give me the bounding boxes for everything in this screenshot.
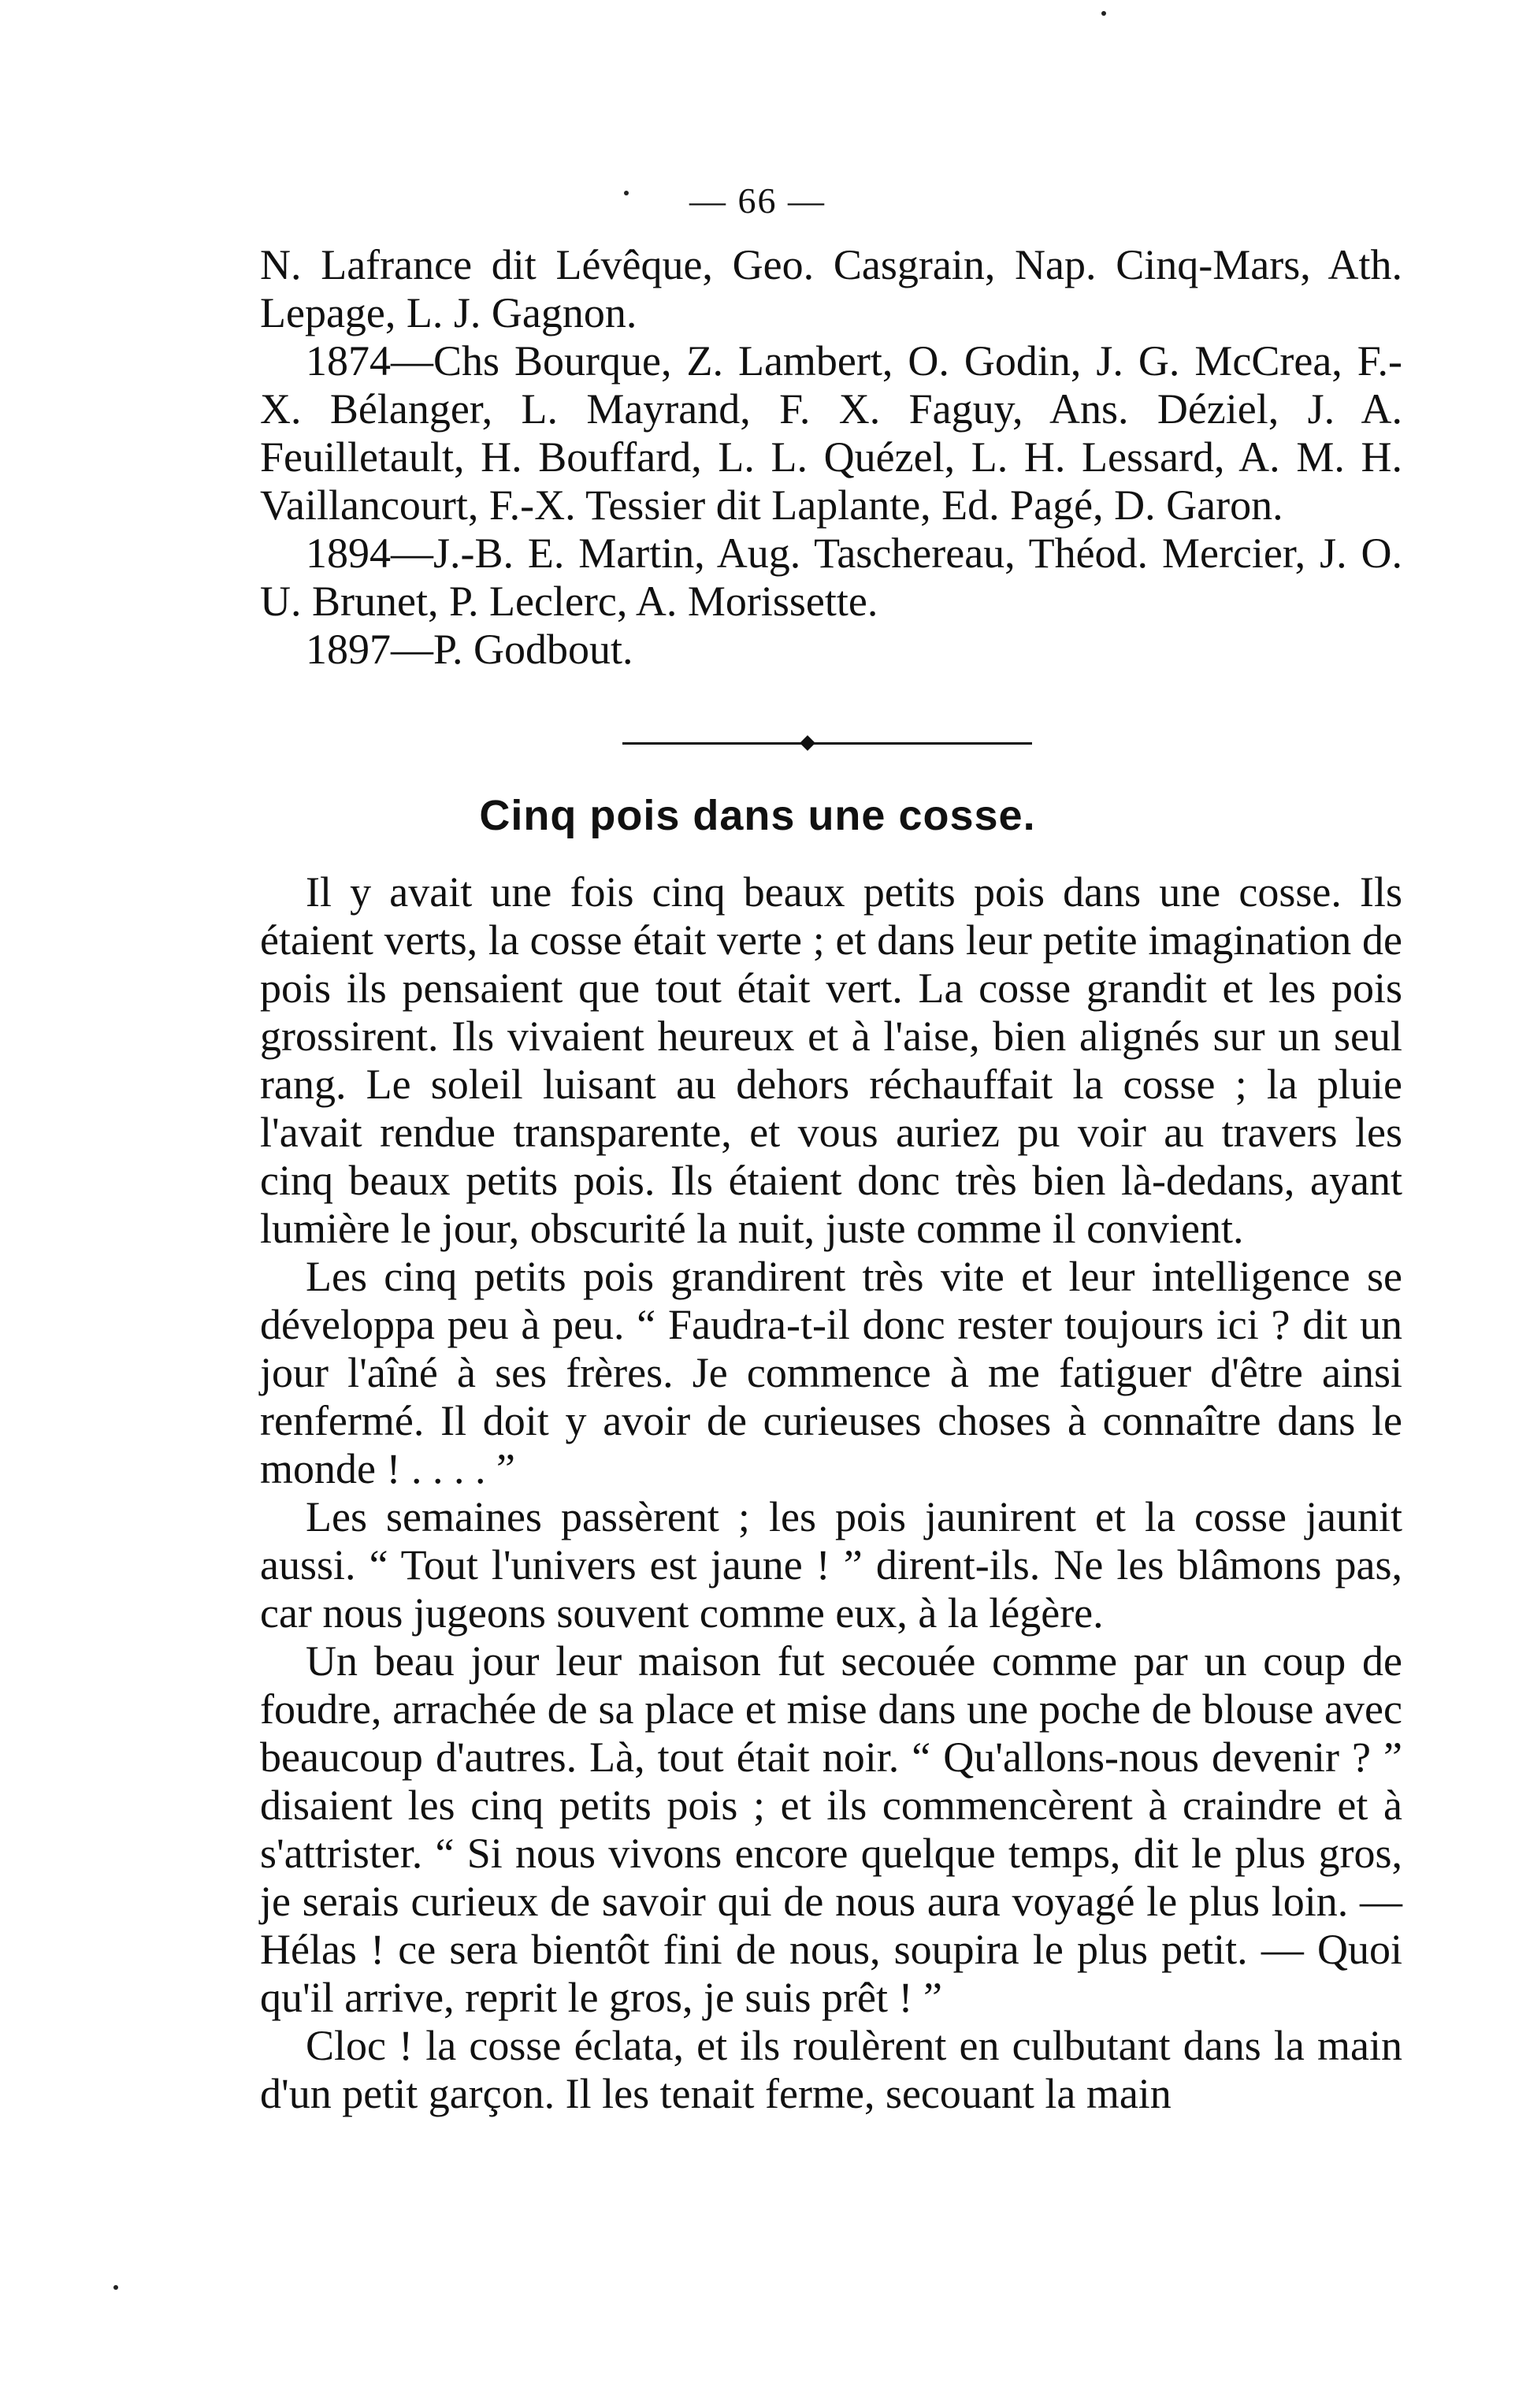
story-paragraph-2: Les cinq petits pois grandirent très vite et leur intelligence se développa peu à peu. “ Faudra-t-il donc rester toujours ici ? dit un jour l'aîné à ses frères. Je commence à me fatiguer d'être ainsi renfermé. Il doit y avoir de curieuses choses à connaître dans le monde ! . . . . ” <box>260 1253 1402 1492</box>
story-paragraph-3: Les semaines passèrent ; les pois jaunirent et la cosse jaunit aussi. “ Tout l'univers est jaune ! ” dirent-ils. Ne les blâmons pas, car nous jugeons souvent comme eux, à la légère. <box>260 1493 1402 1637</box>
story-paragraph-5: Cloc ! la cosse éclata, et ils roulèrent en culbutant dans la main d'un petit garçon. Il les tenait ferme, secouant la main <box>260 2022 1402 2117</box>
story-body <box>260 868 1402 2118</box>
story-paragraph-1: Il y avait une fois cinq beaux petits pois dans une cosse. Ils étaient verts, la cosse était verte ; et dans leur petite imagination de pois ils pensaient que tout était vert. La cosse grandit et les pois grossirent. Ils vivaient heureux et à l'aise, bien alignés sur un seul rang. Le soleil luisant au dehors réchauffait la cosse ; la pluie l'avait rendue transparente, et vous auriez pu voir au travers les cinq beaux petits pois. Ils étaient donc très bien là-dedans, ayant lumière le jour, obscurité la nuit, juste comme il convient. <box>260 868 1402 1252</box>
story-paragraph-4: Un beau jour leur maison fut secouée comme par un coup de foudre, arrachée de sa place et mise dans une poche de blouse avec beaucoup d'autres. Là, tout était noir. “ Qu'allons-nous devenir ? ” disaient les cinq petits pois ; et ils commencèrent à craindre et à s'attrister. “ Si nous vivons encore quelque temps, dit le plus gros, je serais curieux de savoir qui de nous aura voyagé le plus loin. — Hélas ! ce sera bientôt fini de nous, soupira le plus petit. — Quoi qu'il arrive, reprit le gros, je suis prêt ! ” <box>260 1637 1402 2021</box>
names-paragraph-1894: 1894—J.-B. E. Martin, Aug. Taschereau, Théod. Mercier, J. O. U. Brunet, P. Leclerc, A. Morissette. <box>260 530 1402 625</box>
story-title: Cinq pois dans une cosse. <box>479 792 1036 839</box>
print-speck <box>113 2285 118 2290</box>
section-divider <box>622 742 1032 745</box>
names-paragraph-1874: 1874—Chs Bourque, Z. Lambert, O. Godin, J. G. McCrea, F.-X. Bélanger, L. Mayrand, F. X. Faguy, Ans. Déziel, J. A. Feuilletault, H. Bouffard, L. L. Quézel, L. H. Lessard, A. M. H. Vaillancourt, F.-X. Tessier dit Laplante, Ed. Pagé, D. Garon. <box>260 337 1402 529</box>
page-number: — 66 — <box>689 180 826 221</box>
names-paragraph: N. Lafrance dit Lévêque, Geo. Casgrain, Nap. Cinq-Mars, Ath. Lepage, L. J. Gagnon. <box>260 241 1402 336</box>
print-speck <box>1101 11 1106 16</box>
names-paragraph-1897: 1897—P. Godbout. <box>306 626 633 673</box>
names-list <box>260 241 1402 674</box>
print-speck <box>624 191 629 195</box>
divider-ornament <box>800 735 815 751</box>
